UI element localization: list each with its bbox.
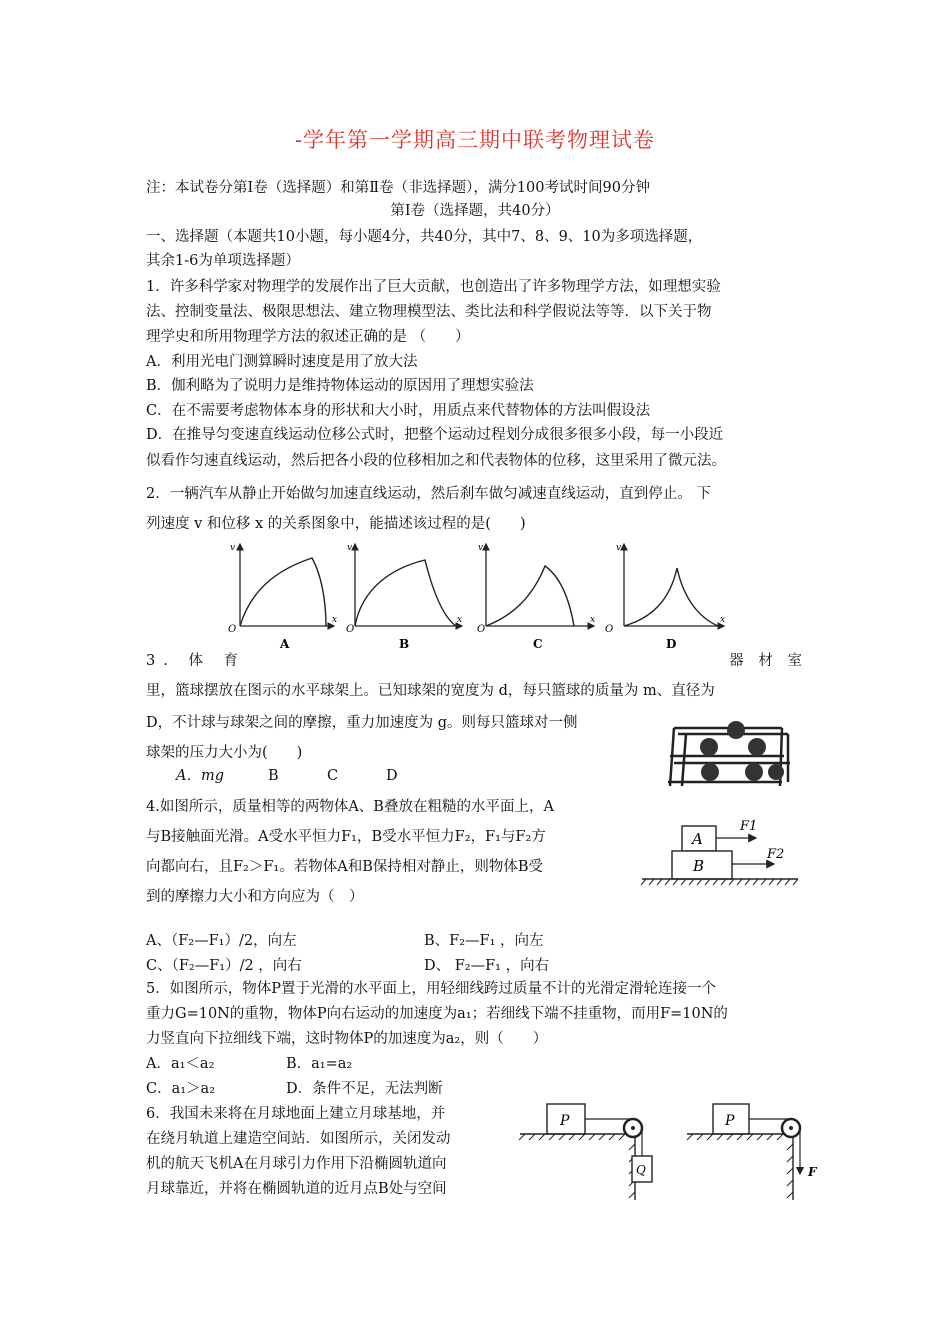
q4-option-d: D、 F₂—F₁ ，向右 (424, 958, 550, 974)
q5-option-c: C．a₁＞a₂ (146, 1081, 216, 1097)
basketball-icon (748, 738, 766, 756)
q4-line2: 与B接触面光滑。A受水平恒力F₁，B受水平恒力F₂，F₁与F₂方 (146, 829, 546, 845)
block-a-label: A (692, 830, 703, 848)
q2-graph-c-v-label: v (478, 543, 484, 553)
q4-option-a: A、（F₂—F₁）/2，向左 (146, 933, 297, 949)
q6-line3: 机的航天飞机A在月球引力作用下沿椭圆轨道向 (146, 1156, 447, 1172)
q3-option-c: C (327, 768, 339, 784)
q6-line4: 月球靠近，并将在椭圆轨道的近月点B处与空间 (146, 1181, 447, 1197)
q2-line2: 列速度 v 和位移 x 的关系图象中，能描述该过程的是( ) (146, 516, 526, 532)
q6-line2: 在绕月轨道上建造空间站．如图所示，关闭发动 (146, 1131, 451, 1147)
part1-heading: 第Ⅰ卷（选择题，共40分） (390, 203, 560, 219)
q1-line1: 1．许多科学家对物理学的发展作出了巨大贡献，也创造出了许多物理学方法，如理想实验 (146, 279, 721, 295)
q3-line1-right: 器 材 室 (729, 653, 807, 669)
q1-option-b: B．伽利略为了说明力是维持物体运动的原因用了理想实验法 (146, 378, 534, 394)
q2-graph-b-x-label: x (457, 615, 463, 625)
q1-line3: 理学史和所用物理学方法的叙述正确的是 （ ） (146, 329, 470, 345)
q1-option-d-line2: 似看作匀速直线运动，然后把各小段的位移相加之和代表物体的位移，这里采用了微元法。 (146, 453, 726, 469)
q3-line2: 里，篮球摆放在图示的水平球架上。已知球架的宽度为 d，每只篮球的质量为 m、直径为 (146, 683, 715, 699)
block-p-label: P (560, 1113, 570, 1129)
q1-option-a: A．利用光电门测算瞬时速度是用了放大法 (146, 354, 418, 370)
q2-graph-d-v-label: v (616, 543, 622, 553)
q2-graph-c-origin: O (477, 624, 486, 635)
q1-option-d-line1: D．在推导匀变速直线运动位移公式时，把整个运动过程划分成很多很多小段，每一小段近 (146, 427, 724, 443)
q2-graph-b-v-label: v (347, 543, 353, 553)
q2-graph-a-label: A (280, 637, 290, 651)
q1-line2: 法、控制变量法、极限思想法、建立物理模型法、类比法和科学假说法等等．以下关于物 (146, 304, 712, 320)
q2-graph-b-origin: O (346, 624, 355, 635)
q4-line4: 到的摩擦力大小和方向应为（ ） (146, 889, 364, 905)
q2-graph-a-x-label: x (332, 615, 338, 625)
block-p-label: P (725, 1113, 735, 1129)
basketball-icon (768, 764, 784, 780)
q5-line1: 5．如图所示，物体P置于光滑的水平面上，用轻细线跨过质量不计的光滑定滑轮连接一个 (146, 981, 716, 997)
q5-line3: 力竖直向下拉细线下端，这时物体P的加速度为a₂，则（ ） (146, 1031, 548, 1047)
section1-line2: 其余1-6为单项选择题） (146, 253, 300, 269)
exam-title: -学年第一学期高三期中联考物理试卷 (294, 128, 656, 152)
q4-line3: 向都向右，且F₂＞F₁。若物体A和B保持相对静止，则物体B受 (146, 859, 544, 875)
q5-line2: 重力G=10N的重物，物体P向右运动的加速度为a₁；若细线下端不挂重物，而用F=10N的 (146, 1006, 728, 1022)
force-f1-label: F1 (740, 819, 758, 834)
q2-graph-b (346, 543, 462, 651)
q1-option-c: C．在不需要考虑物体本身的形状和大小时，用质点来代替物体的方法叫假设法 (146, 403, 651, 419)
stacked-blocks-figure (640, 814, 800, 886)
pulley-figure-hanging-weight (519, 1104, 652, 1200)
q6-line1: 6．我国未来将在月球地面上建立月球基地，并 (146, 1106, 446, 1122)
q2-line1: 2．一辆汽车从静止开始做匀加速直线运动，然后刹车做匀减速直线运动，直到停止。 下 (146, 486, 711, 502)
q2-graph-c-label: C (533, 637, 543, 651)
q2-graph-a (228, 543, 337, 651)
force-f-label: F (808, 1165, 817, 1179)
pulley-figure-pulling-force (687, 1104, 818, 1200)
q3-option-a: A．mg (176, 768, 225, 784)
q3-line3: D，不计球与球架之间的摩擦，重力加速度为 g。则每只篮球对一侧 (146, 715, 578, 731)
q5-option-b: B．a₁=a₂ (286, 1056, 353, 1072)
q3-option-d: D (386, 768, 398, 784)
q2-graph-a-v-label: v (230, 543, 236, 553)
q2-graph-d-origin: O (605, 624, 614, 635)
basketball-icon (700, 738, 718, 756)
q4-option-c: C、（F₂—F₁）/2 ，向右 (146, 958, 302, 974)
q3-line4: 球架的压力大小为( ) (146, 745, 303, 761)
q2-graph-d (605, 543, 725, 651)
section1-line1: 一、选择题（本题共10小题，每小题4分，共40分，其中7、8、9、10为多项选择题， (146, 229, 703, 245)
exam-note: 注：本试卷分第Ⅰ卷（选择题）和第Ⅱ卷（非选择题），满分100考试时间90分钟 (146, 180, 650, 196)
q5-option-a: A．a₁＜a₂ (146, 1056, 215, 1072)
q2-graph-c-x-label: x (590, 615, 596, 625)
q2-graph-a-origin: O (228, 624, 237, 635)
force-f2-label: F2 (767, 847, 785, 862)
q2-graph-c (477, 543, 595, 651)
q3-line1-left: 3. 体 育 (146, 653, 247, 669)
q2-graph-b-label: B (399, 637, 410, 651)
pulley-figures (515, 1096, 825, 1202)
q3-option-b: B (268, 768, 279, 784)
basketball-icon (745, 763, 763, 781)
q5-option-d: D．条件不足，无法判断 (286, 1081, 443, 1097)
q2-graphs (222, 538, 732, 656)
weight-q-label: Q (636, 1163, 646, 1177)
q2-graph-d-x-label: x (720, 615, 726, 625)
block-b-label: B (693, 857, 705, 875)
basketball-icon (727, 721, 745, 739)
basketball-icon (701, 763, 719, 781)
q4-option-b: B、F₂—F₁ ，向左 (424, 933, 544, 949)
ball-rack-figure (664, 716, 796, 788)
q4-line1: 4.如图所示，质量相等的两物体A、B叠放在粗糙的水平面上，A (146, 799, 554, 815)
q2-graph-d-label: D (666, 637, 677, 651)
